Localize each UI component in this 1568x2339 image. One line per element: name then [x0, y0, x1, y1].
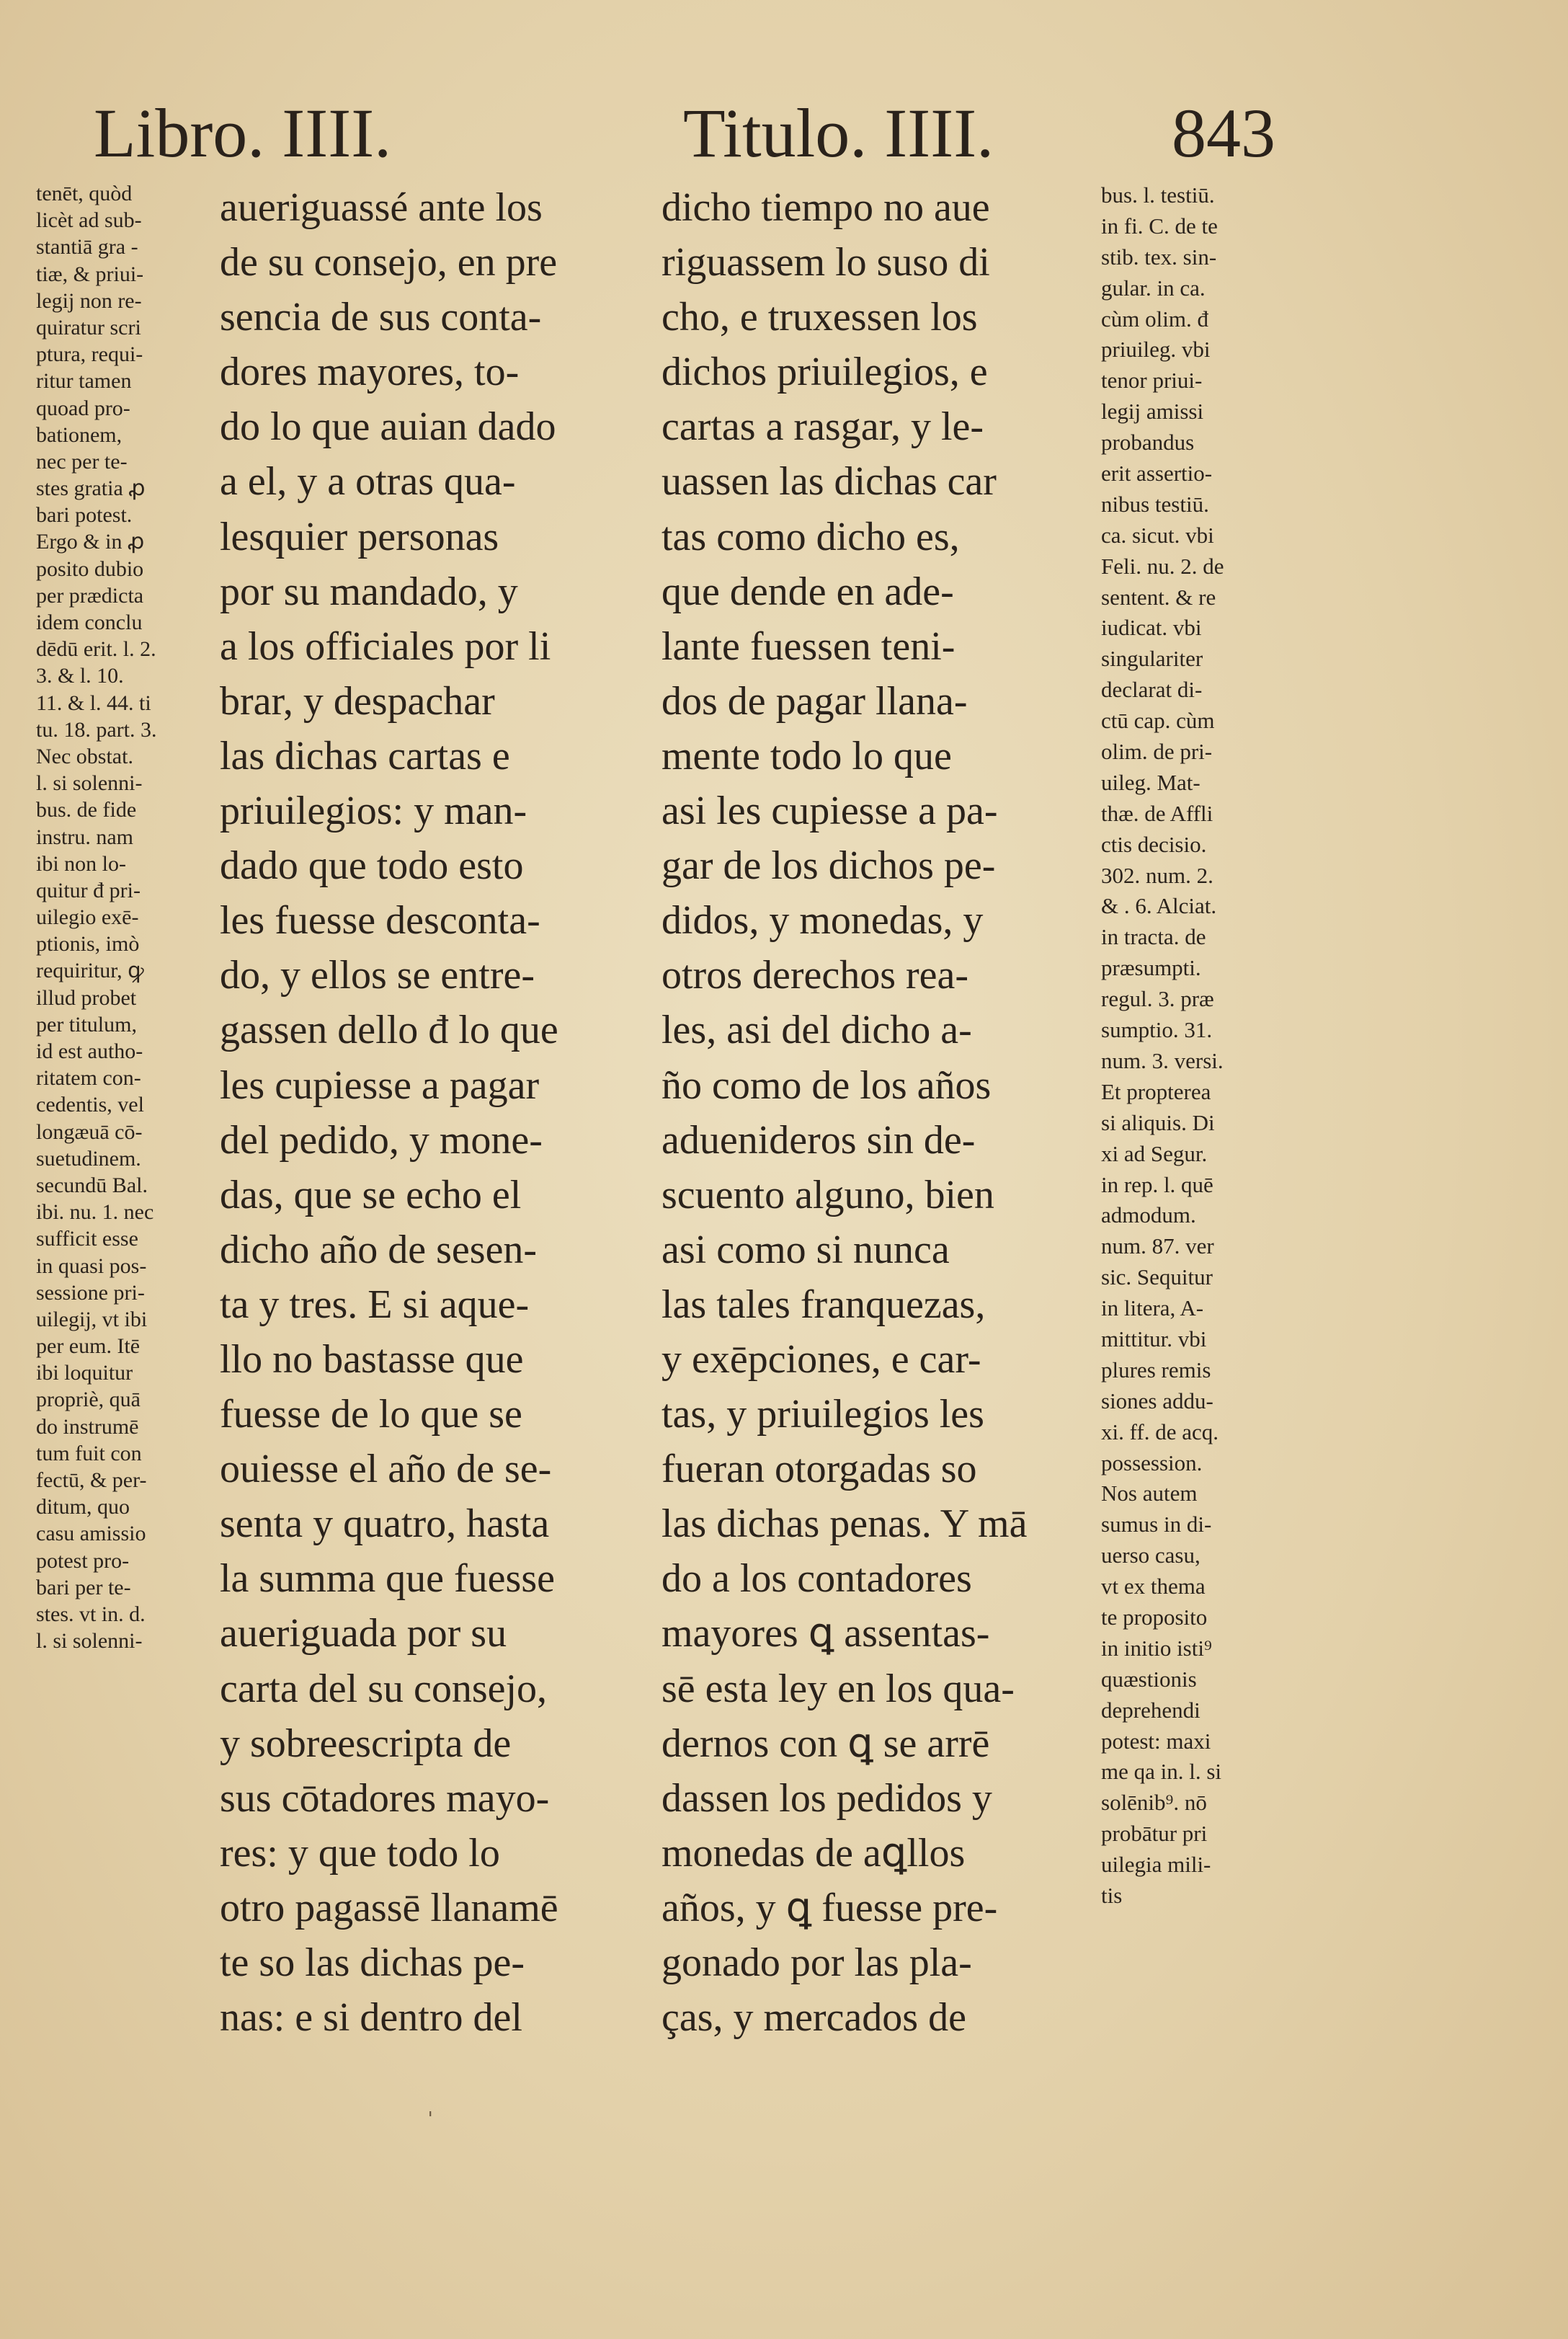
- text-line: erit assertio-: [1101, 461, 1213, 487]
- text-line: bus. de fide: [36, 798, 137, 822]
- text-line: gassen dello đ lo que: [220, 1008, 558, 1053]
- text-line: plures remis: [1101, 1357, 1211, 1382]
- text-line: uerso casu,: [1101, 1543, 1200, 1568]
- text-line: dassen los pedidos y: [662, 1775, 992, 1821]
- text-line: legij amissi: [1101, 399, 1204, 425]
- text-line: ibi non lo-: [36, 851, 126, 876]
- text-line: solēnib⁹. nō: [1101, 1790, 1207, 1816]
- text-line: dos de pagar llana-: [662, 678, 968, 724]
- text-line: dēdū erit. l. 2.: [36, 637, 156, 662]
- text-line: años, y ꝗ fuesse pre-: [662, 1885, 998, 1930]
- text-line: illud probet: [36, 985, 137, 1010]
- text-line: ibi loquitur: [36, 1361, 133, 1385]
- text-line: del pedido, y mone-: [220, 1117, 543, 1163]
- text-line: otros derechos rea-: [662, 953, 969, 998]
- text-line: ctū cap. cùm: [1101, 708, 1215, 734]
- text-line: res: y que todo lo: [220, 1830, 500, 1876]
- text-line: regul. 3. præ: [1101, 986, 1214, 1012]
- text-line: ptura, requi-: [36, 342, 143, 367]
- text-line: bari potest.: [36, 503, 133, 528]
- text-line: tenēt, quòd: [36, 182, 133, 205]
- text-line: sencia de sus conta-: [220, 295, 542, 340]
- text-line: das, que se echo el: [220, 1172, 522, 1217]
- page-header: [0, 86, 1568, 180]
- text-line: do a los contadores: [662, 1556, 972, 1602]
- text-line: sumptio. 31.: [1101, 1017, 1213, 1043]
- text-line: l. si solenni-: [36, 1629, 143, 1654]
- text-line: in tracta. de: [1101, 924, 1206, 950]
- text-line: l. si solenni-: [36, 771, 143, 796]
- text-line: lante fuessen teni-: [662, 623, 956, 669]
- text-line: tis: [1101, 1882, 1123, 1908]
- text-line: didos, y monedas, y: [662, 898, 984, 944]
- text-line: si aliquis. Di: [1101, 1109, 1215, 1135]
- running-head-book: Libro. IIII.: [94, 94, 392, 172]
- text-line: 11. & l. 44. ti: [36, 691, 151, 715]
- text-line: ptionis, imò: [36, 932, 140, 957]
- text-line: monedas de aꝗllos: [662, 1830, 966, 1876]
- text-line: sic. Sequitur: [1101, 1264, 1213, 1290]
- text-line: thæ. de Affli: [1101, 800, 1213, 826]
- text-line: quæstionis: [1101, 1666, 1197, 1692]
- text-line: te proposito: [1101, 1604, 1208, 1630]
- text-line: dernos con ꝗ se arrē: [662, 1721, 990, 1766]
- text-line: mittitur. vbi: [1101, 1326, 1207, 1352]
- text-line: singulariter: [1101, 646, 1203, 672]
- text-line: Ergo & in ꝓ: [36, 530, 145, 554]
- text-line: tum fuit con: [36, 1441, 142, 1465]
- ink-mark: ˈ: [427, 2108, 434, 2134]
- text-line: stantiā gra -: [36, 235, 138, 259]
- text-line: ritatem con-: [36, 1066, 141, 1091]
- text-line: posito dubio: [36, 556, 144, 581]
- text-line: a el, y a otras qua-: [220, 459, 516, 505]
- text-line: nec per te-: [36, 449, 128, 474]
- text-line: num. 3. versi.: [1101, 1047, 1224, 1073]
- text-line: per eum. Itē: [36, 1334, 141, 1359]
- text-line: instru. nam: [36, 825, 133, 849]
- text-line: vt ex thema: [1101, 1574, 1206, 1599]
- text-line: cartas a rasgar, y le-: [662, 404, 984, 450]
- running-head-title: Titulo. IIII.: [683, 94, 994, 172]
- text-line: aueriguada por su: [220, 1611, 507, 1656]
- text-line: quoad pro-: [36, 396, 130, 420]
- text-line: cho, e truxessen los: [662, 295, 978, 340]
- text-line: do lo que auian dado: [220, 404, 556, 450]
- text-line: Feli. nu. 2. de: [1101, 553, 1224, 579]
- right-margin-gloss: [1101, 180, 1281, 1912]
- text-line: fectū, & per-: [36, 1468, 147, 1492]
- text-line: in litera, A-: [1101, 1295, 1204, 1321]
- text-line: cedentis, vel: [36, 1093, 144, 1117]
- text-line: brar, y despachar: [220, 678, 495, 724]
- text-line: xi. ff. de acq.: [1101, 1419, 1219, 1444]
- text-line: in quasi pos-: [36, 1253, 147, 1278]
- text-line: ta y tres. E si aque-: [220, 1282, 530, 1327]
- text-line: les, asi del dicho a-: [662, 1008, 972, 1053]
- text-line: sus cōtadores mayo-: [220, 1775, 550, 1821]
- text-line: tas como dicho es,: [662, 514, 960, 559]
- text-line: les cupiesse a pagar: [220, 1062, 540, 1108]
- text-line: in initio isti⁹: [1101, 1635, 1212, 1661]
- text-line: id est autho-: [36, 1039, 143, 1063]
- text-line: siones addu-: [1101, 1388, 1213, 1413]
- text-line: probandus: [1101, 430, 1195, 456]
- text-line: bus. l. testiū.: [1101, 182, 1215, 208]
- text-line: por su mandado, y: [220, 569, 518, 614]
- text-line: stes gratia ꝓ: [36, 476, 146, 501]
- text-line: 3. & l. 10.: [36, 664, 124, 688]
- text-line: Nec obstat.: [36, 744, 133, 768]
- text-line: suetudinem.: [36, 1146, 141, 1171]
- text-line: potest pro-: [36, 1548, 130, 1573]
- text-line: las dichas cartas e: [220, 733, 510, 778]
- text-line: probātur pri: [1101, 1821, 1208, 1847]
- text-line: ças, y mercados de: [662, 1995, 966, 2041]
- text-line: dicho año de sesen-: [220, 1227, 538, 1272]
- text-line: ditum, quo: [36, 1495, 130, 1519]
- text-line: de su consejo, en pre: [220, 240, 558, 285]
- text-line: do, y ellos se entre-: [220, 953, 535, 998]
- text-line: gar de los dichos pe-: [662, 843, 996, 889]
- text-line: olim. de pri-: [1101, 739, 1213, 765]
- text-line: sē esta ley en los qua-: [662, 1666, 1015, 1711]
- text-line: ca. sicut. vbi: [1101, 522, 1214, 548]
- text-line: mente todo lo que: [662, 733, 952, 778]
- text-line: las dichas penas. Y mā: [662, 1501, 1028, 1547]
- main-text-column-1: [220, 180, 652, 2045]
- text-line: dicho tiempo no aue: [662, 185, 990, 230]
- text-line: dado que todo esto: [220, 843, 524, 889]
- text-line: ritur tamen: [36, 369, 132, 394]
- text-line: idem conclu: [36, 611, 143, 634]
- text-line: do instrumē: [36, 1414, 139, 1439]
- text-line: uilegio exē-: [36, 905, 139, 930]
- text-line: aduenideros sin de-: [662, 1117, 976, 1163]
- text-line: les fuesse desconta-: [220, 898, 540, 944]
- text-line: Et propterea: [1101, 1078, 1211, 1104]
- text-line: aueriguassé ante los: [220, 185, 543, 230]
- text-line: carta del su consejo,: [220, 1666, 548, 1711]
- text-line: & . 6. Alciat.: [1101, 893, 1217, 919]
- text-line: possession.: [1101, 1450, 1203, 1475]
- text-line: mayores ꝗ assentas-: [662, 1611, 990, 1656]
- text-line: scuento alguno, bien: [662, 1172, 994, 1217]
- text-line: gonado por las pla-: [662, 1940, 972, 1985]
- text-line: quiratur scri: [36, 315, 141, 339]
- text-line: longæuā cō-: [36, 1119, 143, 1144]
- left-margin-gloss: [36, 180, 213, 1654]
- text-line: fuesse de lo que se: [220, 1392, 522, 1437]
- text-line: sufficit esse: [36, 1227, 138, 1251]
- text-line: ctis decisio.: [1101, 831, 1207, 857]
- text-line: que dende en ade-: [662, 569, 954, 614]
- text-line: la summa que fuesse: [220, 1556, 555, 1602]
- text-line: tu. 18. part. 3.: [36, 717, 157, 742]
- text-line: deprehendi: [1101, 1697, 1200, 1723]
- text-line: y exēpciones, e car-: [662, 1336, 981, 1382]
- text-line: potest: maxi: [1101, 1728, 1211, 1754]
- text-line: legij non re-: [36, 288, 142, 313]
- text-line: priuileg. vbi: [1101, 337, 1211, 363]
- main-text-column-2: [662, 180, 1094, 2045]
- text-line: las tales franquezas,: [662, 1282, 986, 1327]
- text-line: iudicat. vbi: [1101, 615, 1202, 641]
- text-line: declarat di-: [1101, 677, 1203, 703]
- text-line: Nos autem: [1101, 1481, 1198, 1506]
- text-line: a los officiales por li: [220, 623, 551, 669]
- text-line: me qa in. l. si: [1101, 1759, 1222, 1785]
- text-line: asi les cupiesse a pa-: [662, 789, 998, 834]
- text-line: num. 87. ver: [1101, 1233, 1214, 1259]
- text-line: uileg. Mat-: [1101, 769, 1200, 795]
- text-line: bari per te-: [36, 1575, 131, 1599]
- text-line: præsumpti.: [1101, 955, 1201, 981]
- text-line: cùm olim. đ: [1101, 306, 1208, 332]
- text-line: nas: e si dentro del: [220, 1995, 522, 2041]
- text-line: otro pagassē llanamē: [220, 1885, 558, 1930]
- text-line: ibi. nu. 1. nec: [36, 1200, 154, 1225]
- text-line: per prædicta: [36, 583, 144, 608]
- text-line: uassen las dichas car: [662, 459, 997, 505]
- text-line: in rep. l. quē: [1101, 1171, 1213, 1197]
- text-line: uilegia mili-: [1101, 1852, 1211, 1878]
- text-line: bationem,: [36, 422, 122, 447]
- text-line: 302. num. 2.: [1101, 862, 1213, 888]
- text-line: secundū Bal.: [36, 1173, 148, 1197]
- text-line: sessione pri-: [36, 1280, 145, 1305]
- text-line: tiæ, & priui-: [36, 262, 144, 286]
- text-line: requiritur, ꝙ: [36, 959, 144, 983]
- text-line: propriè, quā: [36, 1388, 141, 1412]
- text-line: te so las dichas pe-: [220, 1940, 525, 1985]
- text-line: quitur đ pri-: [36, 878, 141, 902]
- text-line: riguassem lo suso di: [662, 240, 990, 285]
- text-line: stes. vt in. d.: [36, 1602, 146, 1626]
- text-line: dores mayores, to-: [220, 350, 520, 395]
- text-line: stib. tex. sin-: [1101, 244, 1217, 270]
- text-line: tas, y priuilegios les: [662, 1392, 984, 1437]
- text-line: casu amissio: [36, 1522, 146, 1546]
- text-line: senta y quatro, hasta: [220, 1501, 550, 1547]
- text-line: in fi. C. de te: [1101, 213, 1218, 239]
- text-line: gular. in ca.: [1101, 275, 1206, 301]
- text-line: asi como si nunca: [662, 1227, 950, 1272]
- text-line: y sobreescripta de: [220, 1721, 512, 1766]
- text-line: licèt ad sub-: [36, 208, 142, 233]
- text-line: dichos priuilegios, e: [662, 350, 988, 395]
- text-line: priuilegios: y man-: [220, 789, 527, 834]
- text-line: ouiesse el año de se-: [220, 1447, 552, 1492]
- text-line: uilegij, vt ibi: [36, 1307, 148, 1331]
- text-line: lesquier personas: [220, 514, 499, 559]
- text-line: tenor priui-: [1101, 368, 1203, 394]
- text-line: admodum.: [1101, 1202, 1196, 1228]
- text-line: nibus testiū.: [1101, 491, 1209, 517]
- page-number: 843: [1172, 94, 1275, 172]
- text-line: fueran otorgadas so: [662, 1447, 977, 1492]
- text-line: per titulum,: [36, 1012, 137, 1037]
- text-line: sumus in di-: [1101, 1512, 1212, 1537]
- text-line: xi ad Segur.: [1101, 1140, 1208, 1166]
- text-line: llo no bastasse que: [220, 1336, 524, 1382]
- text-line: sentent. & re: [1101, 584, 1216, 610]
- text-line: ño como de los años: [662, 1062, 992, 1108]
